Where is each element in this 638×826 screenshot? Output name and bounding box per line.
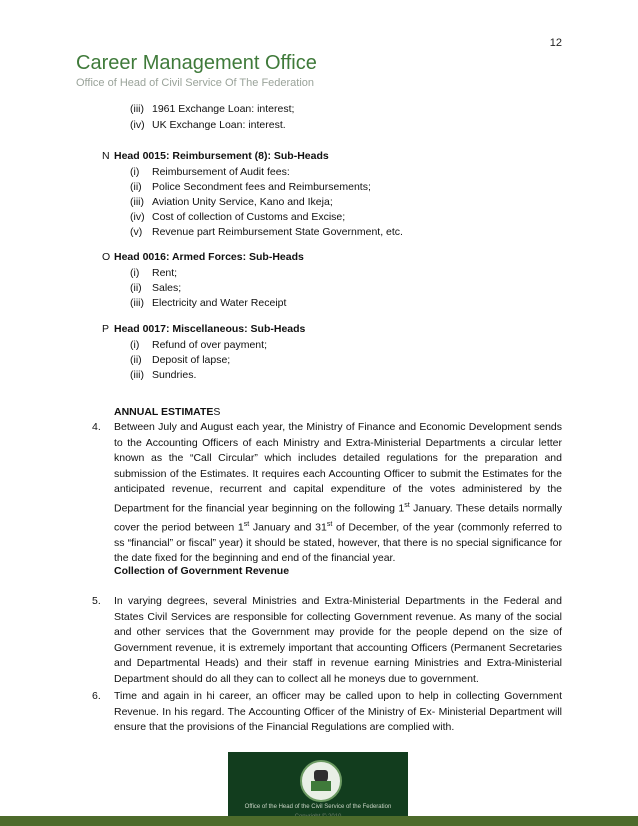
item-numeral: (iii)	[130, 196, 144, 208]
paragraph-text: Time and again in hi career, an officer may be called upon to help in collecting Government Revenue. In his regard. The Accounting Officer of the Ministry of Ex- Ministerial Department will ensure that the provisions of the Financial Regulations are complied with.	[114, 690, 562, 733]
list-item	[130, 210, 345, 226]
list-item	[130, 180, 371, 196]
superscript: st	[326, 520, 333, 528]
paragraph-number: 6.	[92, 690, 101, 702]
list-item	[130, 338, 267, 354]
paragraph-text-part: Between July and August each year, the Ministry of Finance and Economic Development sends to the Accounting Officers of each Ministry and Extra-Ministerial Departments a circular letter known as the “Call Circular” which includes detailed regulations for the preparation and submission of the Estimates. It requires each Accounting Officer to submit the Estimates for the anticipated revenue, recurrent and capital expenditure of the votes administered by the Department for the financial year beginning on the following 1	[114, 421, 562, 514]
footer-text: Office of the Head of the Civil Service of the Federation	[244, 804, 392, 810]
item-numeral: (ii)	[130, 354, 142, 366]
item-text: Deposit of lapse;	[152, 354, 231, 366]
paragraph-6	[92, 689, 562, 736]
item-text: Police Secondment fees and Reimbursements;	[152, 181, 371, 193]
list-item	[130, 118, 286, 134]
item-text: 1961 Exchange Loan: interest;	[152, 103, 295, 115]
head-letter: P	[102, 323, 110, 335]
item-text: Aviation Unity Service, Kano and Ikeja;	[152, 196, 333, 208]
item-numeral: (iv)	[130, 211, 145, 223]
paragraph-number: 4.	[92, 421, 101, 433]
paragraph-text-part: January. These details normally cover the period between 1	[114, 502, 563, 533]
list-item	[130, 281, 181, 297]
list-item	[130, 296, 286, 312]
item-numeral: (i)	[130, 339, 140, 351]
item-text: Sales;	[152, 282, 182, 294]
item-text: Revenue part Reimbursement State Government, etc.	[152, 226, 403, 238]
list-item	[130, 225, 403, 241]
head-letter: O	[102, 251, 111, 263]
footer-banner	[228, 752, 408, 826]
page-number: 12	[549, 37, 562, 49]
item-text: Rent;	[152, 267, 178, 279]
paragraph-text-part: of December, of the year (commonly referred to ss “financial” or fiscal” year) it should be stated, however, that there is no special significance for the date fixed for the beginning and end of the financial year.	[114, 521, 562, 564]
paragraph-number: 5.	[92, 595, 101, 607]
superscript: st	[243, 520, 250, 528]
paragraph-text-part: January and 31	[249, 521, 327, 533]
item-numeral: (v)	[130, 226, 143, 238]
item-text: UK Exchange Loan: interest.	[152, 119, 286, 131]
list-item	[130, 102, 294, 118]
header-subtitle: Office of Head of Civil Service Of The Federation	[76, 77, 315, 89]
item-text: Cost of collection of Customs and Excise;	[152, 211, 346, 223]
item-numeral: (ii)	[130, 181, 142, 193]
item-numeral: (iii)	[130, 369, 144, 381]
annual-estimates-heading-suffix: S	[213, 406, 221, 418]
list-item	[130, 165, 290, 181]
bottom-bar	[0, 816, 638, 826]
head-title: Head 0017: Miscellaneous: Sub-Heads	[114, 323, 306, 335]
paragraph-text: In varying degrees, several Ministries and Extra-Ministerial Departments in the Federal and States Civil Services are responsible for collecting Government revenue. As many of the social and other services that the Government may provide for the people depend on the size of Government revenue, it is extremely important that accounting Officers (Permanent Secretaries and Departmental Heads) and their staff in revenue earning Ministries and Extra-Ministerial Department should do all they can to collect all he moneys due to government.	[114, 595, 562, 685]
head-heading	[102, 322, 305, 338]
section-heading-collection: Collection of Government Revenue	[114, 565, 290, 577]
list-item	[130, 368, 196, 384]
list-item	[130, 195, 333, 211]
item-numeral: (i)	[130, 267, 140, 279]
item-numeral: (iii)	[130, 297, 144, 309]
item-numeral: (i)	[130, 166, 140, 178]
paragraph-4	[92, 420, 562, 567]
section-heading-annual-estimates	[114, 405, 220, 421]
head-title: Head 0016: Armed Forces: Sub-Heads	[114, 251, 304, 263]
paragraph-5	[92, 594, 562, 687]
head-heading	[102, 250, 304, 266]
superscript: st	[404, 501, 410, 509]
list-item	[130, 353, 230, 369]
paragraph-text	[114, 420, 562, 567]
coat-of-arms-icon	[300, 760, 342, 802]
list-item	[130, 266, 177, 282]
item-text: Refund of over payment;	[152, 339, 267, 351]
item-numeral: (iv)	[130, 119, 145, 131]
item-text: Electricity and Water Receipt	[152, 297, 287, 309]
header-title: Career Management Office	[76, 52, 317, 74]
head-heading	[102, 149, 329, 165]
item-numeral: (ii)	[130, 282, 142, 294]
head-letter: N	[102, 150, 110, 162]
item-numeral: (iii)	[130, 103, 144, 115]
item-text: Sundries.	[152, 369, 197, 381]
annual-estimates-heading: ANNUAL ESTIMATE	[114, 406, 214, 418]
item-text: Reimbursement of Audit fees:	[152, 166, 290, 178]
head-title: Head 0015: Reimbursement (8): Sub-Heads	[114, 150, 329, 162]
